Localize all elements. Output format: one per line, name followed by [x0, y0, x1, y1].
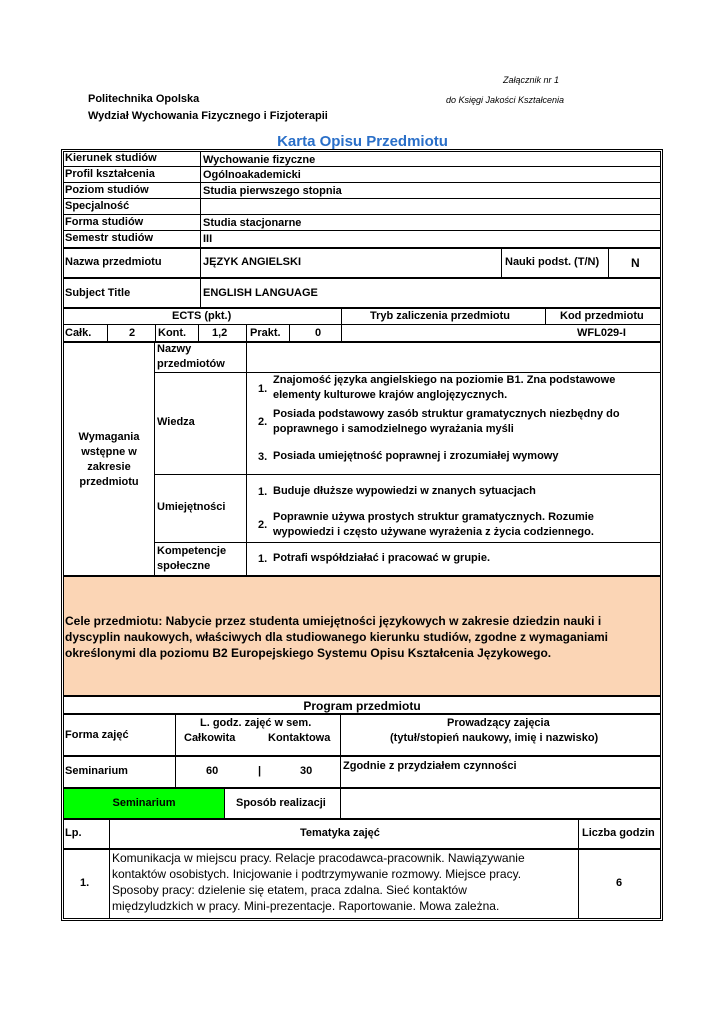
- subject-names-label: Nazwy: [157, 343, 192, 355]
- seminar-green-label: Seminarium: [112, 797, 176, 809]
- topic-number: 1.: [80, 877, 90, 889]
- seminar-form: Seminarium: [65, 765, 128, 777]
- ects-contact-label: Kont.: [158, 327, 187, 339]
- requirement-number: 3.: [258, 451, 268, 463]
- ects-total-value: 2: [129, 327, 136, 339]
- hours-count-header: Liczba godzin: [582, 827, 655, 839]
- requirement-text: elementy kulturowe krajów anglojęzycznych.: [273, 389, 508, 401]
- assessment-mode-header: Tryb zaliczenia przedmiotu: [370, 310, 510, 322]
- requirement-number: 2.: [258, 416, 268, 428]
- subject-title-label: Subject Title: [65, 287, 131, 299]
- info-label: Forma studiów: [65, 216, 144, 228]
- requirement-text: Posiada podstawowy zasób struktur gramatycznych niezbędny do: [273, 408, 620, 420]
- requirements-label: wstępne w: [81, 446, 137, 458]
- lecturer-sublabel: (tytuł/stopień naukowy, imię i nazwisko): [390, 732, 599, 744]
- ects-total-label: Całk.: [65, 327, 92, 339]
- topic-text: Komunikacja w miejscu pracy. Relacje pracodawca-pracownik. Nawiązywanie: [112, 851, 525, 865]
- hours-total-label: Całkowita: [184, 732, 236, 744]
- info-label: Poziom studiów: [65, 184, 149, 196]
- requirement-text: Buduje dłuższe wypowiedzi w znanych sytuacjach: [273, 485, 536, 497]
- requirement-number: 1.: [258, 486, 268, 498]
- requirement-number: 1.: [258, 553, 268, 565]
- course-goals-text: określonymi dla poziomu B2 Europejskiego Systemu Opisu Kształcenia Językowego.: [65, 646, 552, 660]
- subject-names-label: przedmiotów: [157, 358, 225, 370]
- basic-sciences-value: N: [631, 256, 640, 270]
- hours-separator: |: [258, 765, 262, 777]
- course-code: WFL029-I: [577, 327, 626, 339]
- card-title: Karta Opisu Przedmiotu: [277, 133, 448, 150]
- topics-header: Tematyka zajęć: [300, 827, 380, 839]
- knowledge-label: Wiedza: [157, 416, 195, 428]
- ects-header: ECTS (pkt.): [172, 310, 232, 322]
- ects-practical-value: 0: [315, 327, 322, 339]
- info-value: Wychowanie fizyczne: [203, 154, 316, 166]
- requirement-text: poprawnego i samodzielnego wyrażania myśli: [273, 423, 514, 435]
- lecturer-value: Zgodnie z przydziałem czynności: [343, 760, 517, 772]
- course-code-header: Kod przedmiotu: [560, 310, 644, 322]
- info-value: Studia stacjonarne: [203, 217, 302, 229]
- ects-contact-value: 1,2: [212, 327, 228, 339]
- requirements-label: zakresie: [87, 461, 131, 473]
- info-value: Ogólnoakademicki: [203, 169, 301, 181]
- topic-hours: 6: [616, 877, 623, 889]
- skills-label: Umiejętności: [157, 501, 226, 513]
- hours-total-value: 60: [206, 765, 219, 777]
- subject-title: ENGLISH LANGUAGE: [203, 287, 318, 299]
- course-goals-text: Cele przedmiotu: Nabycie przez studenta umiejętności językowych w zakresie dziedzin nauki i: [65, 614, 602, 628]
- requirement-text: wypowiedzi i często używane wyrażenia z życia codziennego.: [273, 526, 594, 538]
- lecturer-label: Prowadzący zajęcia: [447, 717, 550, 729]
- hours-contact-label: Kontaktowa: [268, 732, 331, 744]
- form-label: Forma zajęć: [65, 729, 129, 741]
- topic-text: kontaktów osobistych. Inicjowanie i podtrzymywanie rozmowy. Miejsce pracy.: [112, 867, 522, 881]
- social-competence-label: społeczne: [157, 560, 211, 572]
- topic-text: Sposoby pracy: dzielenie się etatem, praca zdalna. Sieć kontaktów: [112, 883, 467, 897]
- info-value: Studia pierwszego stopnia: [203, 185, 342, 197]
- requirement-text: Potrafi współdziałać i pracować w grupie.: [273, 552, 490, 564]
- hours-label: L. godz. zajęć w sem.: [200, 717, 312, 729]
- quality-book-note: do Księgi Jakości Kształcenia: [446, 95, 565, 105]
- info-label: Kierunek studiów: [65, 152, 157, 164]
- course-goals-text: dyscyplin naukowych, właściwych dla studiowanego kierunku studiów, zgodne z wymaganiami: [65, 630, 609, 644]
- program-title: Program przedmiotu: [303, 699, 421, 713]
- requirement-number: 1.: [258, 383, 268, 395]
- info-value: III: [203, 233, 213, 245]
- info-label: Specjalność: [65, 200, 130, 212]
- basic-sciences-label: Nauki podst. (T/N): [505, 256, 600, 268]
- requirement-text: Poprawnie używa prostych struktur gramatycznych. Rozumie: [273, 511, 594, 523]
- topic-text: międzyludzkich w pracy. Mini-prezentacje. Raportowanie. Mowa zależna.: [112, 899, 500, 913]
- social-competence-label: Kompetencje: [157, 545, 227, 557]
- requirement-number: 2.: [258, 519, 268, 531]
- university-name: Politechnika Opolska: [88, 93, 200, 105]
- info-label: Profil kształcenia: [65, 168, 155, 180]
- attachment-note: Załącznik nr 1: [502, 75, 559, 85]
- subject-name-label: Nazwa przedmiotu: [65, 256, 162, 268]
- ects-practical-label: Prakt.: [250, 327, 281, 339]
- requirement-text: Posiada umiejętność poprawnej i zrozumiałej wymowy: [273, 450, 559, 462]
- hours-contact-value: 30: [300, 765, 313, 777]
- requirements-label: Wymagania: [78, 431, 140, 443]
- info-label: Semestr studiów: [65, 232, 154, 244]
- delivery-method-label: Sposób realizacji: [236, 797, 326, 809]
- subject-name: JĘZYK ANGIELSKI: [203, 256, 301, 268]
- lp-header: Lp.: [65, 827, 82, 839]
- requirements-label: przedmiotu: [79, 476, 139, 488]
- requirement-text: Znajomość języka angielskiego na poziomie B1. Zna podstawowe: [273, 374, 616, 386]
- faculty-name: Wydział Wychowania Fizycznego i Fizjoterapii: [88, 110, 328, 122]
